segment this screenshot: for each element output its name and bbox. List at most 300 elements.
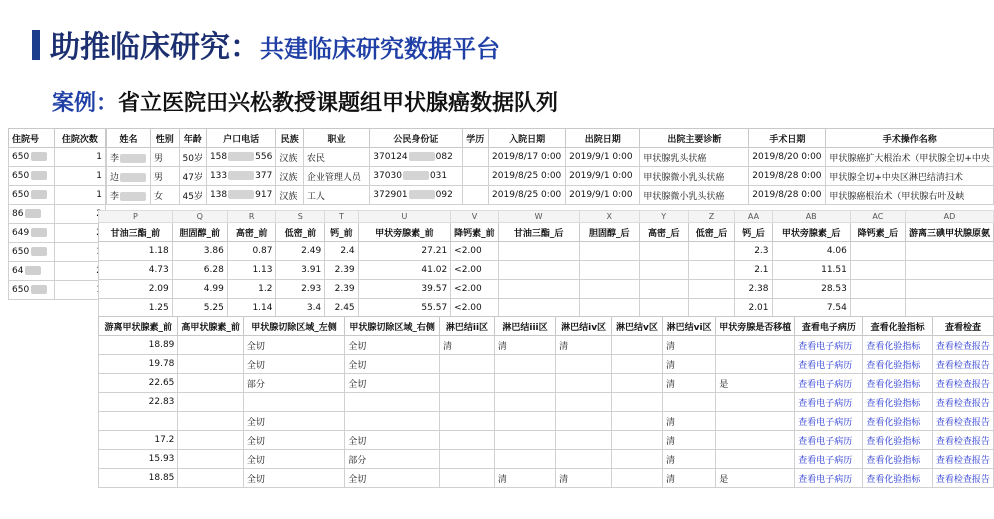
job-cell: 企业管理人员	[303, 167, 369, 186]
surgery-date-cell: 2019/8/28 0:00	[749, 167, 826, 186]
lymph-vi-cell: 清	[662, 469, 715, 488]
lymph-vi-cell: 清	[662, 355, 715, 374]
lymph-vi-cell: 清	[662, 412, 715, 431]
lab-value-cell	[639, 261, 688, 280]
view-emr-link[interactable]: 查看电子病历	[795, 450, 863, 469]
view-emr-link[interactable]: 查看电子病历	[795, 469, 863, 488]
page-title-sub: 共建临床研究数据平台	[260, 35, 500, 63]
lymph-vi-cell: 清	[662, 431, 715, 450]
lab-value-cell: 4.73	[99, 261, 173, 280]
left-resection-cell	[243, 393, 344, 412]
ft4-before-cell: 15.93	[99, 450, 178, 469]
column-header: 姓名	[107, 129, 151, 148]
lymph-iii-cell	[494, 412, 555, 431]
ft4-before-cell: 18.85	[99, 469, 178, 488]
view-emr-link[interactable]: 查看电子病历	[795, 355, 863, 374]
lab-value-cell	[905, 242, 993, 261]
title-accent-bar	[32, 30, 40, 60]
column-header: 甘油三酯_前	[99, 223, 173, 242]
table-row	[9, 186, 106, 205]
lymph-v-cell	[612, 412, 663, 431]
admission-no-text: 650	[12, 152, 30, 162]
lab-value-cell	[688, 242, 735, 261]
lymph-iv-cell	[556, 374, 612, 393]
diagnosis-cell: 甲状腺微小乳头状癌	[640, 186, 749, 205]
lab-value-cell	[850, 261, 905, 280]
column-header-admission-count: 住院次数	[54, 129, 105, 148]
patient-sheet	[106, 128, 994, 208]
right-resection-cell: 全切	[345, 355, 440, 374]
lab-value-cell	[579, 299, 639, 317]
lymph-vi-cell: 清	[662, 336, 715, 355]
lab-value-cell: 2.3	[735, 242, 772, 261]
admission-count-cell: 1	[54, 186, 105, 205]
lab-value-cell	[498, 280, 579, 299]
parathyroid-cell	[716, 393, 795, 412]
view-lab-link[interactable]: 查看化验指标	[863, 412, 932, 431]
lab-value-cell: 2.1	[735, 261, 772, 280]
column-letter: V	[451, 211, 499, 223]
column-header: 职业	[303, 129, 369, 148]
column-header: 高甲状腺素_前	[178, 317, 244, 336]
lymph-iv-cell	[556, 412, 612, 431]
lab-value-cell	[579, 242, 639, 261]
table-row	[99, 336, 994, 355]
lymph-ii-cell	[440, 431, 495, 450]
redacted-block	[31, 152, 47, 161]
view-lab-link[interactable]: 查看化验指标	[863, 450, 932, 469]
redacted-block	[228, 152, 254, 161]
phone-cell	[206, 167, 275, 186]
lab-value-cell	[498, 299, 579, 317]
ethnic-cell: 汉族	[276, 148, 303, 167]
column-header: 淋巴结ii区	[440, 317, 495, 336]
lab-value-cell: 1.25	[99, 299, 173, 317]
lab-value-cell: 0.87	[227, 242, 276, 261]
lab-value-cell	[498, 242, 579, 261]
parathyroid-cell: 是	[716, 469, 795, 488]
admission-count-cell: 1	[54, 148, 105, 167]
column-header: 学历	[462, 129, 489, 148]
redacted-block	[409, 152, 435, 161]
lab-value-cell: 3.4	[276, 299, 325, 317]
ft4-before-cell: 18.89	[99, 336, 178, 355]
lymph-iii-cell: 清	[494, 336, 555, 355]
column-header: 降钙素_后	[850, 223, 905, 242]
redacted-block	[120, 192, 146, 201]
lab-value-cell: 2.4	[325, 242, 358, 261]
column-header: 高密_前	[227, 223, 276, 242]
column-letter: AB	[772, 211, 850, 223]
lymph-v-cell	[612, 450, 663, 469]
table-row	[99, 355, 994, 374]
surgery-name-cell: 甲状腺癌扩大根治术（甲状腺全切+中央	[826, 148, 994, 167]
parathyroid-cell	[716, 336, 795, 355]
view-emr-link[interactable]: 查看电子病历	[795, 393, 863, 412]
surgery-date-cell: 2019/8/20 0:00	[749, 148, 826, 167]
lymph-v-cell	[612, 431, 663, 450]
lab-value-cell	[498, 261, 579, 280]
column-header: 甲状旁腺是否移植	[716, 317, 795, 336]
column-header: 钙_后	[735, 223, 772, 242]
column-header: 查看化验指标	[863, 317, 932, 336]
phone-cell	[206, 186, 275, 205]
view-exam-link[interactable]: 查看检查报告	[932, 412, 993, 431]
view-lab-link[interactable]: 查看化验指标	[863, 374, 932, 393]
redacted-block	[403, 171, 429, 180]
discharge-date-cell: 2019/9/1 0:00	[566, 148, 640, 167]
lymph-v-cell	[612, 336, 663, 355]
column-letter: AC	[850, 211, 905, 223]
redacted-block	[31, 285, 47, 294]
table-row	[107, 186, 994, 205]
lab-value-cell: 39.57	[358, 280, 451, 299]
surgery-sheet	[98, 316, 994, 496]
table-row	[9, 167, 106, 186]
lab-value-cell: 2.39	[325, 261, 358, 280]
ht4-before-cell	[178, 450, 244, 469]
lymph-iv-cell	[556, 355, 612, 374]
column-header: 甘油三酯_后	[498, 223, 579, 242]
lab-value-cell: 1.14	[227, 299, 276, 317]
lab-value-cell: 2.39	[325, 280, 358, 299]
left-resection-cell: 部分	[243, 374, 344, 393]
column-header: 游离甲状腺素_前	[99, 317, 178, 336]
name-cell	[107, 148, 151, 167]
redacted-block	[228, 190, 254, 199]
column-header: 查看电子病历	[795, 317, 863, 336]
redacted-block	[31, 247, 47, 256]
lymph-ii-cell	[440, 393, 495, 412]
table-row	[99, 412, 994, 431]
column-header: 淋巴结vi区	[662, 317, 715, 336]
education-cell	[462, 167, 489, 186]
page-title	[50, 22, 500, 66]
age-cell: 45岁	[179, 186, 206, 205]
column-header: 出院主要诊断	[640, 129, 749, 148]
lab-value-cell	[905, 299, 993, 317]
education-cell	[462, 186, 489, 205]
lymph-iii-cell	[494, 393, 555, 412]
view-lab-link[interactable]: 查看化验指标	[863, 336, 932, 355]
column-header: 低密_前	[276, 223, 325, 242]
column-letter: W	[498, 211, 579, 223]
column-letter: X	[579, 211, 639, 223]
ht4-before-cell	[178, 336, 244, 355]
column-header: 降钙素_前	[451, 223, 499, 242]
discharge-date-cell: 2019/9/1 0:00	[566, 167, 640, 186]
age-cell: 47岁	[179, 167, 206, 186]
right-resection-cell	[345, 393, 440, 412]
redacted-block	[31, 171, 47, 180]
table-row	[107, 148, 994, 167]
admission-no-text: 86	[12, 209, 24, 219]
ht4-before-cell	[178, 393, 244, 412]
admission-no-text: 649	[12, 228, 30, 238]
lymph-ii-cell	[440, 469, 495, 488]
view-emr-link[interactable]: 查看电子病历	[795, 431, 863, 450]
view-emr-link[interactable]: 查看电子病历	[795, 336, 863, 355]
lymph-iii-cell: 清	[494, 469, 555, 488]
id-card-suffix: 082	[435, 152, 453, 162]
view-exam-link[interactable]: 查看检查报告	[932, 450, 993, 469]
view-lab-link[interactable]: 查看化验指标	[863, 431, 932, 450]
left-resection-cell: 全切	[243, 336, 344, 355]
table-row	[9, 205, 106, 224]
id-card-prefix: 370124	[373, 152, 408, 162]
lab-value-cell	[579, 280, 639, 299]
column-header: 甲状腺切除区域_右侧	[345, 317, 440, 336]
admit-date-cell: 2019/8/17 0:00	[489, 148, 566, 167]
lymph-ii-cell	[440, 374, 495, 393]
column-header: 高密_后	[639, 223, 688, 242]
admission-no-text: 650	[12, 190, 30, 200]
right-resection-cell: 全切	[345, 336, 440, 355]
view-lab-link[interactable]: 查看化验指标	[863, 469, 932, 488]
view-exam-link[interactable]: 查看检查报告	[932, 355, 993, 374]
admission-no-cell	[9, 281, 55, 300]
id-card-cell	[370, 186, 462, 205]
lab-sheet	[98, 210, 994, 316]
ft4-before-cell: 17.2	[99, 431, 178, 450]
lab-value-cell: 5.25	[172, 299, 227, 317]
admission-no-text: 650	[12, 171, 30, 181]
discharge-date-cell: 2019/9/1 0:00	[566, 186, 640, 205]
right-resection-cell: 部分	[345, 450, 440, 469]
lab-value-cell	[639, 299, 688, 317]
column-header: 查看检查	[932, 317, 993, 336]
lab-value-cell: 1.13	[227, 261, 276, 280]
column-letter: Y	[639, 211, 688, 223]
sex-cell: 女	[151, 186, 179, 205]
id-card-cell	[370, 167, 462, 186]
column-header: 甲状旁腺素_前	[358, 223, 451, 242]
lymph-iv-cell: 清	[556, 469, 612, 488]
phone-prefix: 158	[209, 152, 228, 162]
admission-no-cell	[9, 186, 55, 205]
lymph-ii-cell	[440, 412, 495, 431]
parathyroid-cell	[716, 412, 795, 431]
admit-date-cell: 2019/8/25 0:00	[489, 167, 566, 186]
column-header: 性别	[151, 129, 179, 148]
surgery-name-cell: 甲状腺全切+中央区淋巴结清扫术	[826, 167, 994, 186]
lab-value-cell: 7.54	[772, 299, 850, 317]
lab-value-cell: 27.21	[358, 242, 451, 261]
admission-no-text: 650	[12, 247, 30, 257]
admission-no-text: 64	[12, 266, 24, 276]
view-exam-link[interactable]: 查看检查报告	[932, 336, 993, 355]
table-row	[99, 374, 994, 393]
lab-value-cell	[905, 261, 993, 280]
view-emr-link[interactable]: 查看电子病历	[795, 374, 863, 393]
ft4-before-cell: 19.78	[99, 355, 178, 374]
sex-cell: 男	[151, 148, 179, 167]
admission-no-cell	[9, 205, 55, 224]
lab-value-cell	[688, 261, 735, 280]
table-row	[99, 393, 994, 412]
ht4-before-cell	[178, 412, 244, 431]
table-row	[9, 281, 106, 300]
column-header: 钙_前	[325, 223, 358, 242]
view-exam-link[interactable]: 查看检查报告	[932, 431, 993, 450]
left-resection-cell: 全切	[243, 431, 344, 450]
lab-value-cell	[688, 280, 735, 299]
table-row	[107, 167, 994, 186]
ft4-before-cell: 22.65	[99, 374, 178, 393]
column-header: 手术日期	[749, 129, 826, 148]
education-cell	[462, 148, 489, 167]
right-resection-cell	[345, 412, 440, 431]
phone-cell	[206, 148, 275, 167]
lymph-iii-cell	[494, 355, 555, 374]
column-header: 户口电话	[206, 129, 275, 148]
view-exam-link[interactable]: 查看检查报告	[932, 393, 993, 412]
phone-suffix: 377	[255, 171, 273, 181]
lab-value-cell: 28.53	[772, 280, 850, 299]
redacted-block	[25, 266, 41, 275]
left-sheet	[8, 128, 106, 308]
phone-suffix: 917	[255, 190, 273, 200]
lymph-iv-cell: 清	[556, 336, 612, 355]
diagnosis-cell: 甲状腺微小乳头状癌	[640, 167, 749, 186]
lab-value-cell: 2.38	[735, 280, 772, 299]
lab-value-cell	[579, 261, 639, 280]
admission-no-cell	[9, 224, 55, 243]
column-letter: R	[227, 211, 276, 223]
table-row	[9, 262, 106, 281]
lymph-v-cell	[612, 374, 663, 393]
admission-count-cell: 1	[54, 167, 105, 186]
column-letter: AD	[905, 211, 993, 223]
column-header: 淋巴结iii区	[494, 317, 555, 336]
phone-prefix: 133	[209, 171, 228, 181]
ht4-before-cell	[178, 355, 244, 374]
table-row	[99, 469, 994, 488]
job-cell: 工人	[303, 186, 369, 205]
lymph-iii-cell	[494, 431, 555, 450]
lab-value-cell: 3.91	[276, 261, 325, 280]
lab-value-cell: 1.2	[227, 280, 276, 299]
redacted-block	[120, 173, 146, 182]
column-letter: T	[325, 211, 358, 223]
lymph-iii-cell	[494, 374, 555, 393]
table-row	[99, 431, 994, 450]
lymph-iv-cell	[556, 393, 612, 412]
column-header: 出院日期	[566, 129, 640, 148]
lymph-ii-cell: 清	[440, 336, 495, 355]
column-header: 入院日期	[489, 129, 566, 148]
case-subtitle	[52, 86, 558, 117]
lab-value-cell	[850, 242, 905, 261]
column-header: 手术操作名称	[826, 129, 994, 148]
view-lab-link[interactable]: 查看化验指标	[863, 393, 932, 412]
column-header: 公民身份证	[370, 129, 462, 148]
ft4-before-cell: 22.83	[99, 393, 178, 412]
lab-value-cell: 2.09	[99, 280, 173, 299]
phone-prefix: 138	[209, 190, 228, 200]
column-header: 胆固醇_后	[579, 223, 639, 242]
lab-value-cell: 3.86	[172, 242, 227, 261]
lab-value-cell: <2.00	[451, 261, 499, 280]
left-resection-cell: 全切	[243, 412, 344, 431]
lab-value-cell	[639, 242, 688, 261]
lab-value-cell: 41.02	[358, 261, 451, 280]
lymph-v-cell	[612, 355, 663, 374]
left-resection-cell: 全切	[243, 450, 344, 469]
admission-no-cell	[9, 167, 55, 186]
id-card-suffix: 092	[435, 190, 453, 200]
view-exam-link[interactable]: 查看检查报告	[932, 469, 993, 488]
table-row	[99, 299, 994, 317]
lymph-vi-cell	[662, 393, 715, 412]
lab-value-cell	[850, 299, 905, 317]
lab-value-cell	[639, 280, 688, 299]
name-text: 李	[110, 191, 120, 202]
column-header: 年龄	[179, 129, 206, 148]
lymph-vi-cell: 清	[662, 374, 715, 393]
lab-value-cell: <2.00	[451, 299, 499, 317]
parathyroid-cell	[716, 450, 795, 469]
lab-value-cell: 1.18	[99, 242, 173, 261]
table-row	[99, 242, 994, 261]
name-text: 李	[110, 153, 120, 164]
left-resection-cell: 全切	[243, 469, 344, 488]
lymph-vi-cell: 清	[662, 450, 715, 469]
lab-value-cell: 2.93	[276, 280, 325, 299]
surgery-name-cell: 甲状腺癌根治术（甲状腺右叶及峡	[826, 186, 994, 205]
lymph-ii-cell	[440, 355, 495, 374]
admission-no-cell	[9, 148, 55, 167]
column-letter: U	[358, 211, 451, 223]
ht4-before-cell	[178, 431, 244, 450]
table-row	[9, 148, 106, 167]
lymph-iii-cell	[494, 450, 555, 469]
diagnosis-cell: 甲状腺乳头状癌	[640, 148, 749, 167]
redacted-block	[31, 228, 47, 237]
column-letter: S	[276, 211, 325, 223]
lab-value-cell: 55.57	[358, 299, 451, 317]
ethnic-cell: 汉族	[276, 186, 303, 205]
ht4-before-cell	[178, 374, 244, 393]
view-emr-link[interactable]: 查看电子病历	[795, 412, 863, 431]
redacted-block	[409, 190, 435, 199]
lab-value-cell	[688, 299, 735, 317]
view-lab-link[interactable]: 查看化验指标	[863, 355, 932, 374]
column-letter: AA	[735, 211, 772, 223]
case-subtitle-lead: 案例：	[52, 91, 119, 116]
parathyroid-cell: 是	[716, 374, 795, 393]
id-card-prefix: 37030	[373, 171, 402, 181]
right-resection-cell: 全切	[345, 469, 440, 488]
column-header: 淋巴结iv区	[556, 317, 612, 336]
view-exam-link[interactable]: 查看检查报告	[932, 374, 993, 393]
column-header: 民族	[276, 129, 303, 148]
page-title-main: 助推临床研究：	[50, 30, 260, 65]
age-cell: 50岁	[179, 148, 206, 167]
column-header-admission-no: 住院号	[9, 129, 55, 148]
redacted-block	[120, 154, 146, 163]
column-header: 淋巴结v区	[612, 317, 663, 336]
id-card-suffix: 031	[429, 171, 448, 181]
lymph-ii-cell	[440, 450, 495, 469]
table-row	[9, 224, 106, 243]
sex-cell: 男	[151, 167, 179, 186]
right-resection-cell: 全切	[345, 374, 440, 393]
lab-value-cell	[850, 280, 905, 299]
id-card-cell	[370, 148, 462, 167]
ft4-before-cell	[99, 412, 178, 431]
column-letter: Z	[688, 211, 735, 223]
